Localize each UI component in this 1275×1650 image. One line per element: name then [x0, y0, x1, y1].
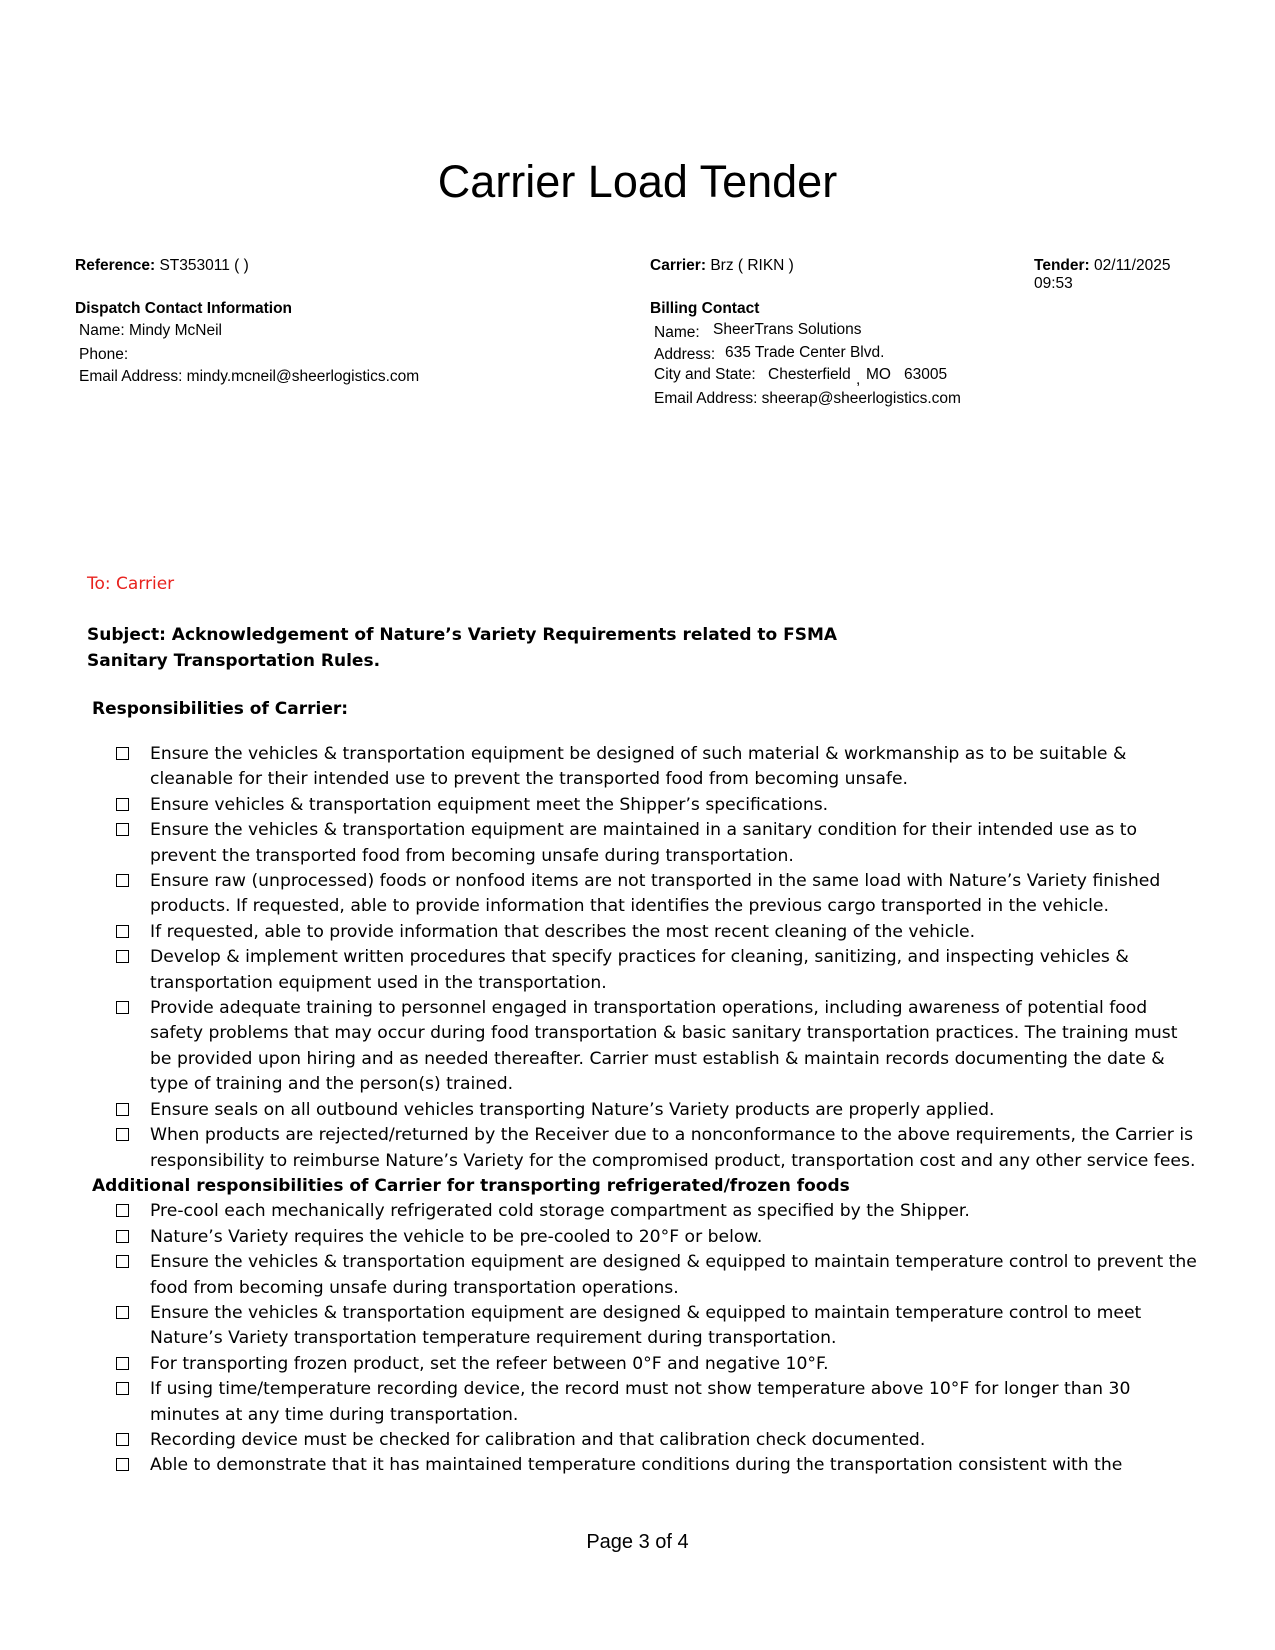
additional-responsibility-item — [90, 1352, 1200, 1377]
additional-responsibility-text: Pre-cool each mechanically refrigerated cold storage compartment as specified by the Shipper. — [150, 1201, 970, 1222]
tender-label: Tender: — [1034, 257, 1090, 274]
responsibility-text: Ensure vehicles & transportation equipment meet the Shipper’s specifications. — [150, 794, 829, 815]
responsibility-item — [90, 869, 1200, 920]
additional-responsibility-text: Ensure the vehicles & transportation equipment are designed & equipped to maintain temperature control to prevent the food from becoming unsafe during transportation operations. — [150, 1252, 1197, 1298]
responsibility-text: Develop & implement written procedures that specify practices for cleaning, sanitizing, and inspecting vehicles & transportation equipment used in the transportation. — [150, 947, 1129, 993]
additional-responsibilities-heading: Additional responsibilities of Carrier for transporting refrigerated/frozen foods — [92, 1175, 850, 1196]
checkbox-icon — [116, 950, 129, 963]
reference-label: Reference: — [75, 257, 156, 274]
checkbox-icon — [116, 874, 129, 887]
billing-name-label: Name: — [654, 324, 700, 341]
responsibility-item — [90, 920, 1200, 945]
checkbox-icon — [116, 1103, 129, 1116]
responsibilities-heading: Responsibilities of Carrier: — [92, 699, 349, 719]
checkbox-icon — [116, 1001, 129, 1014]
additional-responsibility-item — [90, 1250, 1200, 1301]
additional-responsibility-item — [90, 1428, 1200, 1453]
additional-responsibility-text: For transporting frozen product, set the refeer between 0°F and negative 10°F. — [150, 1353, 829, 1374]
checkbox-icon — [116, 1230, 129, 1243]
responsibility-text: Provide adequate training to personnel engaged in transportation operations, including awareness of potential food safety problems that may occur during food transportation & basic sanitary transportation practices. The training must be provided upon hiring and as needed thereafter. Carrier must establish & maintain records documenting the date & type of training and the person(s) trained. — [150, 998, 1178, 1095]
checkbox-icon — [116, 798, 129, 811]
dispatch-name: Name: Mindy McNeil — [79, 322, 222, 339]
responsibility-item — [90, 1098, 1200, 1123]
billing-address-label: Address: — [654, 346, 716, 363]
checkbox-icon — [116, 1255, 129, 1268]
checkbox-icon — [116, 1433, 129, 1446]
additional-responsibility-text: Able to demonstrate that it has maintained temperature conditions during the transportation consistent with the — [150, 1455, 1123, 1476]
checkbox-icon — [116, 925, 129, 938]
additional-responsibility-item — [90, 1301, 1200, 1352]
additional-responsibility-text: If using time/temperature recording device, the record must not show temperature above 10°F for longer than 30 minutes at any time during transportation. — [150, 1379, 1131, 1425]
responsibilities-list — [90, 742, 1200, 1174]
responsibility-text: Ensure the vehicles & transportation equipment are maintained in a sanitary condition for their intended use as to prevent the transported food from becoming unsafe during transportation. — [150, 820, 1138, 866]
additional-responsibilities-list — [90, 1199, 1200, 1478]
additional-responsibility-item — [90, 1199, 1200, 1224]
responsibility-item — [90, 793, 1200, 818]
responsibility-item — [90, 818, 1200, 869]
page-title: Carrier Load Tender — [437, 156, 838, 207]
checkbox-icon — [116, 747, 129, 760]
responsibility-text: Ensure seals on all outbound vehicles transporting Nature’s Variety products are properly applied. — [150, 1099, 995, 1120]
checkbox-icon — [116, 1128, 129, 1141]
reference-field — [75, 257, 249, 275]
dispatch-heading: Dispatch Contact Information — [75, 300, 293, 317]
responsibility-text: If requested, able to provide information that describes the most recent cleaning of the vehicle. — [150, 921, 976, 942]
billing-state-value: MO — [866, 366, 891, 383]
tender-value: 02/11/2025 09:53 — [1034, 257, 1171, 292]
carrier-label: Carrier: — [650, 257, 706, 274]
to-line: To: Carrier — [87, 574, 175, 594]
additional-responsibility-text: Nature’s Variety requires the vehicle to be pre-cooled to 20°F or below. — [150, 1226, 763, 1247]
responsibility-item — [90, 1123, 1200, 1174]
checkbox-icon — [116, 1306, 129, 1319]
tender-field — [1034, 257, 1204, 293]
carrier-field — [650, 257, 794, 275]
additional-responsibility-text: Ensure the vehicles & transportation equipment are designed & equipped to maintain temperature control to meet Nature’s Variety transportation temperature requirement during transportation. — [150, 1302, 1142, 1349]
billing-city-value: Chesterfield — [768, 366, 851, 383]
billing-heading: Billing Contact — [650, 300, 760, 317]
page-number: Page 3 of 4 — [586, 1531, 689, 1553]
responsibility-item — [90, 945, 1200, 996]
subject-line: Subject: Acknowledgement of Nature’s Variety Requirements related to FSMA Sanitary Transportation Rules. — [87, 625, 838, 671]
requirements-area — [90, 742, 1200, 1479]
additional-responsibility-item — [90, 1377, 1200, 1428]
billing-address-value: 635 Trade Center Blvd. — [725, 344, 885, 361]
checkbox-icon — [116, 1382, 129, 1395]
responsibility-item — [90, 742, 1200, 793]
additional-responsibility-text: Recording device must be checked for calibration and that calibration check documented. — [150, 1429, 926, 1450]
dispatch-phone: Phone: — [79, 346, 129, 363]
carrier-value: Brz ( RIKN ) — [710, 257, 794, 274]
checkbox-icon — [116, 1204, 129, 1217]
checkbox-icon — [116, 1357, 129, 1370]
checkbox-icon — [116, 1458, 129, 1471]
responsibility-text: When products are rejected/returned by the Receiver due to a nonconformance to the above requirements, the Carrier is responsibility to reimburse Nature’s Variety for the compromised product, transportation cost and any other service fees. — [150, 1125, 1196, 1171]
checkbox-icon — [116, 823, 129, 836]
billing-email: Email Address: sheerap@sheerlogistics.com — [654, 390, 961, 407]
billing-city-label: City and State: — [654, 366, 756, 383]
responsibility-item — [90, 996, 1200, 1098]
dispatch-email: Email Address: mindy.mcneil@sheerlogistics.com — [79, 368, 420, 385]
billing-city-separator: , — [856, 371, 861, 388]
billing-zip-value: 63005 — [904, 366, 948, 383]
responsibility-text: Ensure raw (unprocessed) foods or nonfood items are not transported in the same load with Nature’s Variety finished products. If requested, able to provide information that identifies the previous cargo transported in the vehicle. — [150, 871, 1161, 917]
additional-responsibility-item — [90, 1225, 1200, 1250]
responsibility-text: Ensure the vehicles & transportation equipment be designed of such material & workmanship as to be suitable & cleanable for their intended use to prevent the transported food from becoming unsafe. — [150, 744, 1127, 790]
additional-responsibility-item — [90, 1453, 1200, 1478]
billing-name-value: SheerTrans Solutions — [713, 321, 862, 338]
reference-value: ST353011 ( ) — [159, 257, 249, 274]
